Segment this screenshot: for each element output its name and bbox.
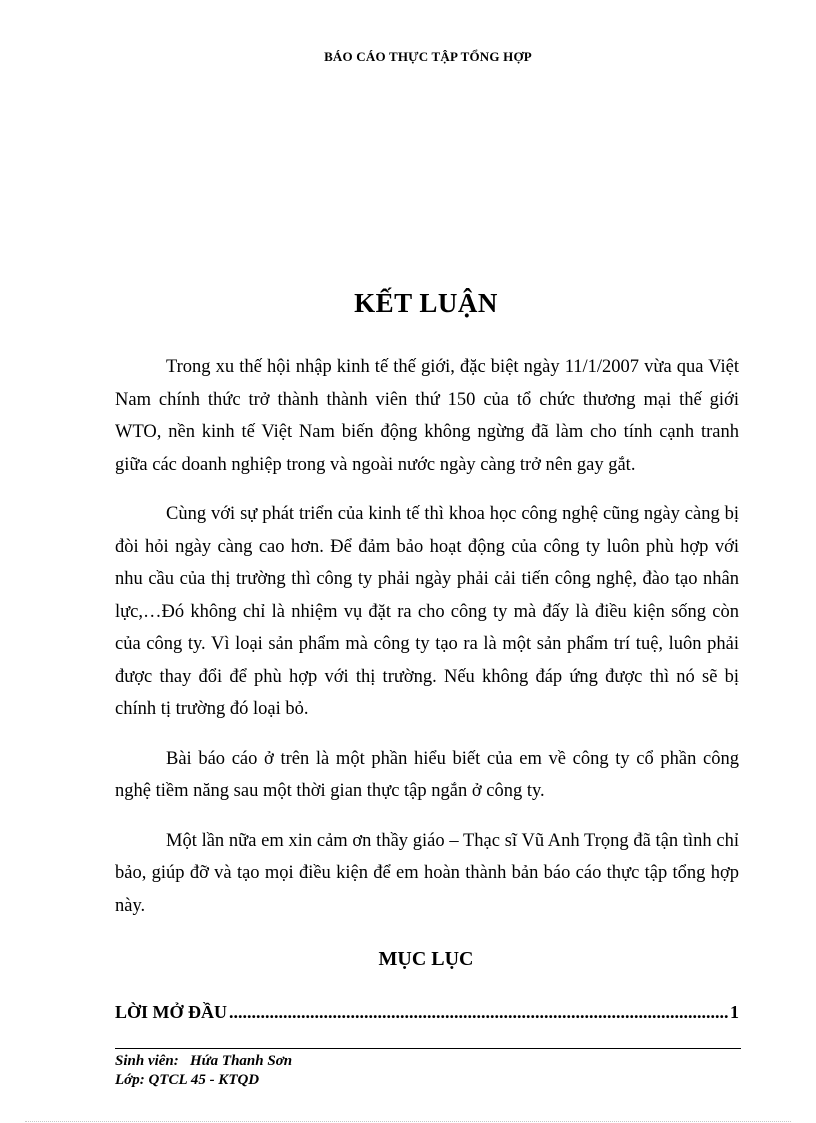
toc-heading: MỤC LỤC (378, 948, 474, 970)
paragraph-2: Cùng với sự phát triển của kinh tế thì khoa học công nghệ cũng ngày càng bị đòi hỏi ngày càng cao hơn. Để đảm bảo hoạt động của công ty luôn phù hợp với nhu cầu của thị trường thì công ty phải ngày phải cải tiến công nghệ, đào tạo nhân lực,…Đó không chỉ là nhiệm vụ đặt ra cho công ty mà đấy là điều kiện sống còn của công ty. Vì loại sản phẩm mà công ty tạo ra là một sản phẩm trí tuệ, luôn phải được thay đổi để phù hợp với thị trường. Nếu không đáp ứng được thì nó sẽ bị chính tị trường đó loại bỏ. (115, 504, 739, 719)
section-body (115, 351, 739, 939)
page-footer (115, 1052, 292, 1090)
toc-entry-page: 1 (730, 1002, 739, 1022)
running-header: BÁO CÁO THỰC TẬP TỔNG HỢP (324, 49, 532, 64)
footer-student: Sinh viên: Hứa Thanh Sơn (115, 1053, 293, 1069)
paragraph-1: Trong xu thế hội nhập kinh tế thế giới, đặc biệt ngày 11/1/2007 vừa qua Việt Nam chính thức trở thành thành viên thứ 150 của tổ chức thương mại thế giới WTO, nền kinh tế Việt Nam biến động không ngừng đã làm cho tính cạnh tranh giữa các doanh nghiệp trong và ngoài nước ngày càng trở nên gay gắt. (115, 357, 739, 475)
footer-divider (115, 1048, 741, 1049)
paragraph-4: Một lần nữa em xin cảm ơn thầy giáo – Thạc sĩ Vũ Anh Trọng đã tận tình chỉ bảo, giúp đỡ và tạo mọi điều kiện để em hoàn thành bản báo cáo thực tập tổng hợp này. (115, 830, 739, 916)
toc-entry[interactable] (115, 1002, 739, 1023)
page-bottom-edge (25, 1121, 791, 1122)
footer-class: Lớp: QTCL 45 - KTQD (115, 1072, 260, 1088)
section-title: KẾT LUẬN (354, 288, 498, 318)
paragraph-3: Bài báo cáo ở trên là một phần hiểu biết của em về công ty cổ phần công nghệ tiềm năng sau một thời gian thực tập ngắn ở công ty. (115, 748, 739, 801)
toc-dot-leader (229, 1002, 728, 1023)
toc-entry-label: LỜI MỞ ĐẦU (115, 1002, 227, 1022)
